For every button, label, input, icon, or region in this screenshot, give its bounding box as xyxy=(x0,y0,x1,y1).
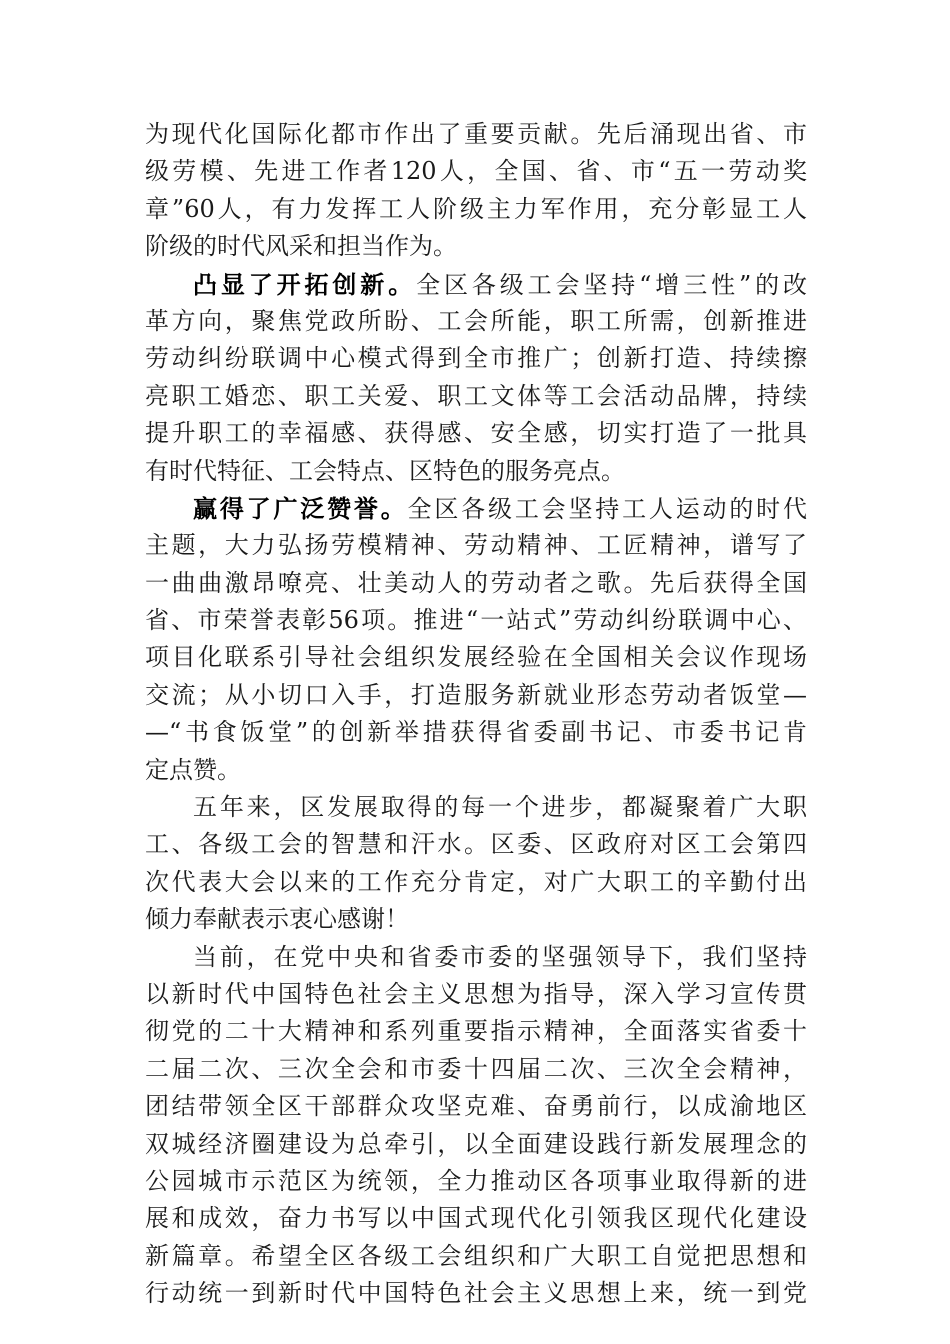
text-line-content: 交流；从小切口入手，打造服务新就业形态劳动者饭堂— xyxy=(145,680,807,709)
text-line-content: 倾力奉献表示衷心感谢！ xyxy=(145,905,409,934)
text-line-content: 以新时代中国特色社会主义思想为指导，深入学习宣传贯 xyxy=(145,979,807,1008)
paragraph-lead-heading: 赢得了广泛赞誉。 xyxy=(193,493,408,523)
paragraph-p1 xyxy=(145,116,807,266)
text-line-content: 有时代特征、工会特点、区特色的服务亮点。 xyxy=(145,456,625,485)
text-line-content: 级劳模、先进工作者120人，全国、省、市“五一劳动奖 xyxy=(145,157,807,186)
paragraph-lead-heading: 凸显了开拓创新。 xyxy=(193,269,417,299)
text-line xyxy=(145,415,807,452)
text-line xyxy=(145,266,807,303)
text-line-content: 全区各级工会坚持“增三性”的改 xyxy=(416,270,807,299)
text-line xyxy=(145,1088,807,1125)
text-line-content: 定点赞。 xyxy=(145,755,241,784)
text-line xyxy=(145,1163,807,1200)
text-line-content: —“书食饭堂”的创新举措获得省委副书记、市委书记肯 xyxy=(145,718,807,747)
text-line xyxy=(145,153,807,190)
text-line xyxy=(145,228,807,265)
text-line xyxy=(145,939,807,976)
text-line xyxy=(145,901,807,938)
text-line-content: 为现代化国际化都市作出了重要贡献。先后涌现出省、市 xyxy=(145,120,807,148)
text-line xyxy=(145,752,807,789)
text-line-content: 新篇章。希望全区各级工会组织和广大职工自觉把思想和 xyxy=(145,1241,807,1270)
text-line xyxy=(145,453,807,490)
paragraph-p3 xyxy=(145,490,807,789)
text-line-content: 省、市荣誉表彰56项。推进“一站式”劳动纠纷联调中心、 xyxy=(145,606,807,635)
text-line xyxy=(145,1275,807,1312)
text-line xyxy=(145,490,807,527)
text-line-content: 展和成效，奋力书写以中国式现代化引领我区现代化建设 xyxy=(145,1204,807,1233)
paragraph-p2 xyxy=(145,266,807,490)
text-line-content: 行动统一到新时代中国特色社会主义思想上来，统一到党 xyxy=(145,1279,807,1308)
text-line-content: 五年来，区发展取得的每一个进步，都凝聚着广大职 xyxy=(193,793,807,822)
text-line-content: 提升职工的幸福感、获得感、安全感，切实打造了一批具 xyxy=(145,419,807,448)
text-line xyxy=(145,1126,807,1163)
text-line xyxy=(145,340,807,377)
text-line xyxy=(145,677,807,714)
text-line-content: 阶级的时代风采和担当作为。 xyxy=(145,232,457,261)
text-line-content: 工、各级工会的智慧和汗水。区委、区政府对区工会第四 xyxy=(145,830,807,859)
text-line xyxy=(145,1238,807,1275)
text-line-content: 公园城市示范区为统领，全力推动区各项事业取得新的进 xyxy=(145,1166,807,1195)
text-line xyxy=(145,303,807,340)
text-line xyxy=(145,1013,807,1050)
text-line-content: 亮职工婚恋、职工关爱、职工文体等工会活动品牌，持续 xyxy=(145,381,807,410)
text-line-content: 全区各级工会坚持工人运动的时代 xyxy=(407,494,808,523)
text-line xyxy=(145,1051,807,1088)
text-line xyxy=(145,976,807,1013)
paragraph-p5 xyxy=(145,939,807,1313)
paragraph-p4 xyxy=(145,789,807,939)
text-line xyxy=(145,191,807,228)
text-line-content: 主题，大力弘扬劳模精神、劳动精神、工匠精神，谱写了 xyxy=(145,531,807,560)
text-line-content: 次代表大会以来的工作充分肯定，对广大职工的辛勤付出 xyxy=(145,867,807,896)
text-line xyxy=(145,565,807,602)
text-line xyxy=(145,378,807,415)
text-line xyxy=(145,826,807,863)
text-line xyxy=(145,639,807,676)
text-line-content: 劳动纠纷联调中心模式得到全市推广；创新打造、持续擦 xyxy=(145,344,807,373)
text-line-content: 团结带领全区干部群众攻坚克难、奋勇前行，以成渝地区 xyxy=(145,1092,807,1121)
text-line xyxy=(145,116,807,153)
text-line-content: 二届二次、三次全会和市委十四届二次、三次全会精神， xyxy=(145,1054,807,1083)
text-line xyxy=(145,789,807,826)
text-line-content: 章”60人，有力发挥工人阶级主力军作用，充分彰显工人 xyxy=(145,194,807,223)
text-line xyxy=(145,527,807,564)
text-line-content: 革方向，聚焦党政所盼、工会所能，职工所需，创新推进 xyxy=(145,306,807,335)
text-line-content: 当前，在党中央和省委市委的坚强领导下，我们坚持 xyxy=(193,942,807,971)
text-line-content: 双城经济圈建设为总牵引，以全面建设践行新发展理念的 xyxy=(145,1129,807,1158)
text-line-content: 一曲曲激昂嘹亮、壮美动人的劳动者之歌。先后获得全国 xyxy=(145,568,807,597)
document-body xyxy=(145,116,807,1313)
text-line-content: 项目化联系引导社会组织发展经验在全国相关会议作现场 xyxy=(145,643,807,672)
text-line xyxy=(145,714,807,751)
text-line-content: 彻党的二十大精神和系列重要指示精神，全面落实省委十 xyxy=(145,1017,807,1046)
text-line xyxy=(145,864,807,901)
text-line xyxy=(145,1200,807,1237)
text-line xyxy=(145,602,807,639)
